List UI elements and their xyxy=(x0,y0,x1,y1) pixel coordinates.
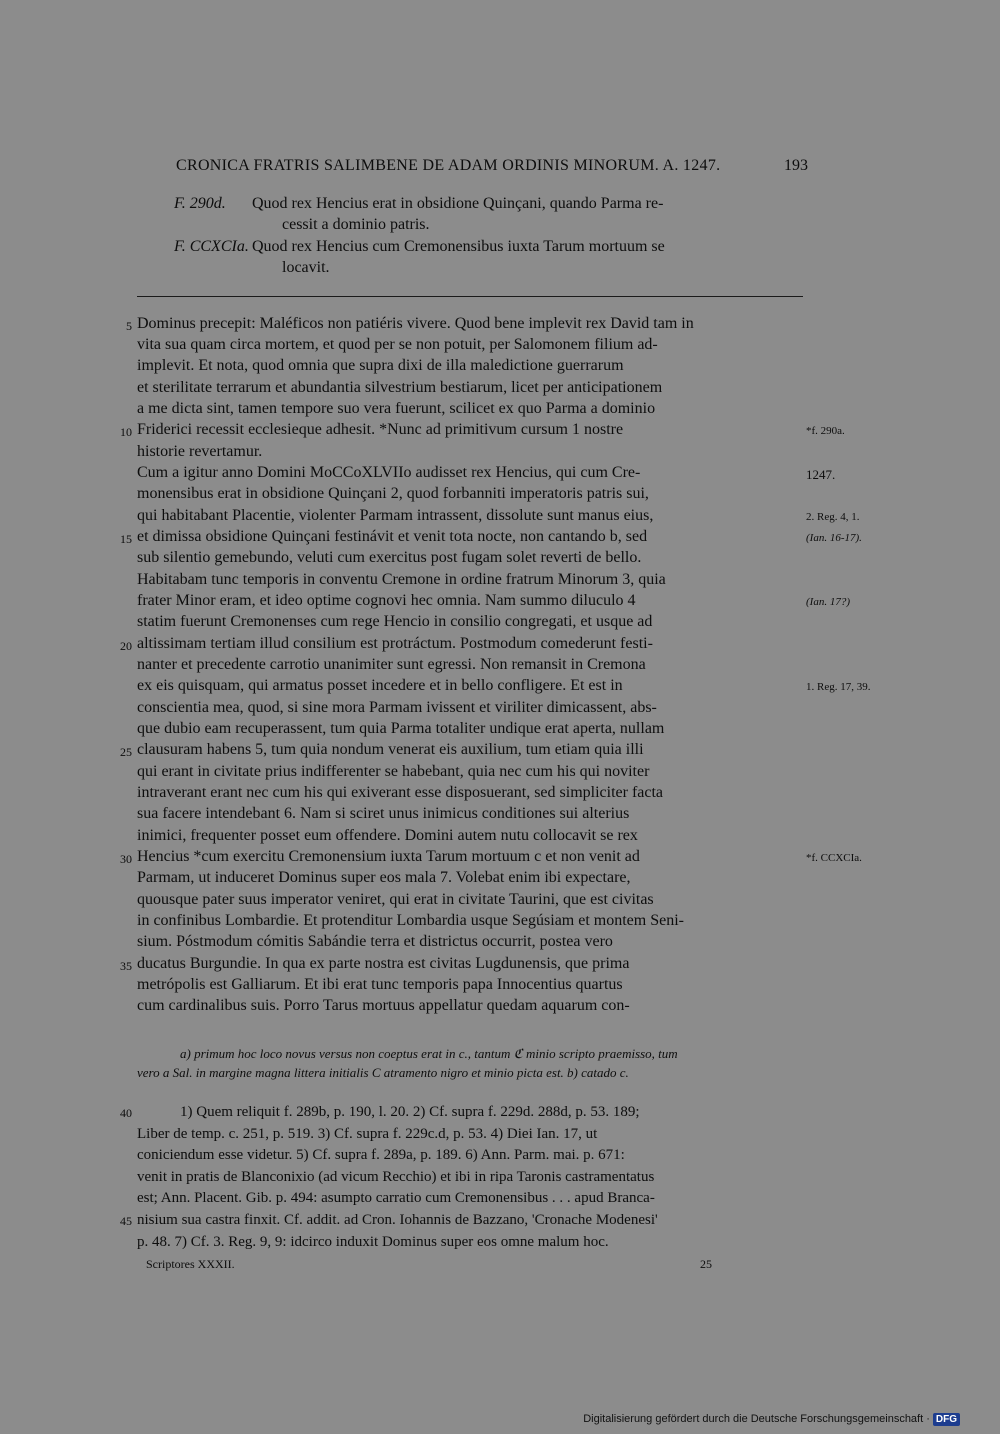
dfg-logo: DFG xyxy=(933,1413,960,1426)
separator-rule xyxy=(137,296,803,297)
text-line: nanter et precedente carrotio unanimiter sunt egressi. Non remansit in Cremona xyxy=(137,656,646,673)
line-number: 5 xyxy=(126,319,132,333)
footnote-line: p. 48. 7) Cf. 3. Reg. 9, 9: idcirco induxit Dominus super eos omne malum hoc. xyxy=(137,1234,609,1250)
apparatus-line: vero a Sal. in margine magna littera initialis C atramento nigro et minio picta est. b) catado c. xyxy=(137,1065,629,1080)
text-line: sub silentio gemebundo, veluti cum exercitus post fugam solet reverti de bello. xyxy=(137,549,642,566)
margin-note: *f. CCXCIa. xyxy=(806,852,862,864)
text-line: metrópolis est Galliarum. Et ibi erat tunc temporis papa Innocentius quartus xyxy=(137,976,623,993)
margin-note: 2. Reg. 4, 1. xyxy=(806,511,860,523)
line-number: 45 xyxy=(120,1214,132,1228)
text-line: et sterilitate terrarum et abundantia silvestrium bestiarum, licet per anticipationem xyxy=(137,379,663,396)
text-line: inimici, frequenter posset eum offendere. Domini autem nutu collocavit se rex xyxy=(137,827,638,844)
footnote-line: 1) Quem reliquit f. 289b, p. 190, l. 20. 2) Cf. supra f. 229d. 288d, p. 53. 189; xyxy=(180,1104,640,1120)
text-line: frater Minor eram, et ideo optime cognovi hec omnia. Nam summo diluculo 4 xyxy=(137,592,636,609)
text-line: sium. Póstmodum cómitis Sabándie terra et districtus occurrit, postea vero xyxy=(137,933,613,950)
volume-signature: Scriptores XXXII. xyxy=(146,1257,235,1271)
text-line: statim fuerunt Cremonenses cum rege Hencio in consilio congregati, et usque ad xyxy=(137,613,653,630)
text-line: a me dicta sint, tamen tempore suo vera fuerunt, scilicet ex quo Parma a dominio xyxy=(137,400,656,417)
margin-note: (Ian. 16-17). xyxy=(806,532,862,544)
text-line: Habitabam tunc temporis in conventu Cremone in ordine fratrum Minorum 3, quia xyxy=(137,571,666,588)
text-line: quousque pater suus imperator veniret, qui erat in civitate Taurini, que est civitas xyxy=(137,891,654,908)
heading-text: cessit a dominio patris. xyxy=(282,216,430,233)
text-line: intraverant erant nec cum his qui exiverant esse disposuerant, sed simpliciter facta xyxy=(137,784,664,801)
margin-note: 1. Reg. 17, 39. xyxy=(806,681,871,693)
running-title: CRONICA FRATRIS SALIMBENE DE ADAM ORDINIS MINORUM. A. 1247. xyxy=(176,157,721,174)
margin-note: (Ian. 17?) xyxy=(806,596,850,608)
heading-text: Quod rex Hencius erat in obsidione Quinçani, quando Parma re- xyxy=(252,195,664,212)
credit-text: Digitalisierung gefördert durch die Deutsche Forschungsgemeinschaft · xyxy=(583,1413,930,1425)
footnote-line: est; Ann. Placent. Gib. p. 494: asumpto carratio cum Cremonensibus . . . apud Branca- xyxy=(137,1190,655,1206)
line-number: 30 xyxy=(120,852,132,866)
text-line: ducatus Burgundie. In qua ex parte nostra est civitas Lugdunensis, que prima xyxy=(137,955,630,972)
text-line: altissimam tertiam illud consilium est protráctum. Postmodum comederunt festi- xyxy=(137,635,653,652)
heading-ref: F. 290d. xyxy=(174,195,226,212)
line-number: 10 xyxy=(120,425,132,439)
footnote-line: coniciendum esse videtur. 5) Cf. supra f. 289a, p. 189. 6) Ann. Parm. mai. p. 671: xyxy=(137,1147,625,1163)
text-line: Friderici recessit ecclesieque adhesit. *Nunc ad primitivum cursum 1 nostre xyxy=(137,421,624,438)
line-number: 35 xyxy=(120,959,132,973)
footnote-line: venit in pratis de Blanconixio (ad vicum Recchio) et ibi in ripa Taronis castramentatus xyxy=(137,1169,655,1185)
footnote-line: nisium sua castra finxit. Cf. addit. ad Cron. Iohannis de Bazzano, 'Cronache Modenesi' xyxy=(137,1212,658,1228)
text-line: clausuram habens 5, tum quia nondum venerat eis auxilium, tum etiam quia illi xyxy=(137,741,644,758)
text-line: Dominus precepit: Maléficos non patiéris vivere. Quod bene implevit rex David tam in xyxy=(137,315,694,332)
heading-ref: F. CCXCIa. xyxy=(174,238,249,255)
text-line: cum cardinalibus suis. Porro Tarus mortuus appellatur quedam aquarum con- xyxy=(137,997,630,1014)
line-number: 20 xyxy=(120,639,132,653)
apparatus-line: a) primum hoc loco novus versus non coeptus erat in c., tantum ℭ minio scripto praemisso, tum xyxy=(180,1046,678,1061)
text-line: implevit. Et nota, quod omnia que supra dixi de illa maledictione guerrarum xyxy=(137,357,624,374)
text-line: monensibus erat in obsidione Quinçani 2, quod forbanniti imperatoris patris sui, xyxy=(137,485,649,502)
line-number: 25 xyxy=(120,745,132,759)
page-number: 193 xyxy=(784,157,808,174)
heading-text: Quod rex Hencius cum Cremonensibus iuxta Tarum mortuum se xyxy=(252,238,665,255)
margin-note: *f. 290a. xyxy=(806,425,845,437)
text-line: historie revertamur. xyxy=(137,443,263,460)
text-line: et dimissa obsidione Quinçani festinávit et venit tota nocte, non cantando b, sed xyxy=(137,528,648,545)
text-line: Parmam, ut induceret Dominus super eos mala 7. Volebat enim ibi expectare, xyxy=(137,869,631,886)
funding-credit xyxy=(583,1413,960,1426)
line-number: 40 xyxy=(120,1106,132,1120)
text-line: in confinibus Lombardie. Et protenditur Lombardia usque Segúsiam et montem Seni- xyxy=(137,912,684,929)
text-line: que dubio eam recuperassent, tum quia Parma totaliter undique erat aperta, nullam xyxy=(137,720,665,737)
text-line: vita sua quam circa mortem, et quod per se non potuit, per Salomonem filium ad- xyxy=(137,336,658,353)
margin-note: 1247. xyxy=(806,467,836,482)
heading-text: locavit. xyxy=(282,259,330,276)
footnote-line: Liber de temp. c. 251, p. 519. 3) Cf. supra f. 229c.d, p. 53. 4) Diei Ian. 17, ut xyxy=(137,1126,598,1142)
text-line: Cum a igitur anno Domini MoCCoXLVIIo audisset rex Hencius, qui cum Cre- xyxy=(137,464,641,481)
text-line: qui habitabant Placentie, violenter Parmam intrassent, dissolute sunt manus eius, xyxy=(137,507,654,524)
text-line: conscientia mea, quod, si sine mora Parmam ivissent et viriliter dimicassent, abs- xyxy=(137,699,657,716)
text-line: qui erant in civitate prius indifferenter se habebant, quia nec cum his qui noviter xyxy=(137,763,650,780)
text-line: sua facere intendebant 6. Nam si sciret unus inimicus conditiones sui alterius xyxy=(137,805,630,822)
text-line: ex eis quisquam, qui armatus posset incedere et in bello confligere. Et est in xyxy=(137,677,623,694)
text-line: Hencius *cum exercitu Cremonensium iuxta Tarum mortuum c et non venit ad xyxy=(137,848,640,865)
gathering-number: 25 xyxy=(700,1257,712,1271)
line-number: 15 xyxy=(120,532,132,546)
